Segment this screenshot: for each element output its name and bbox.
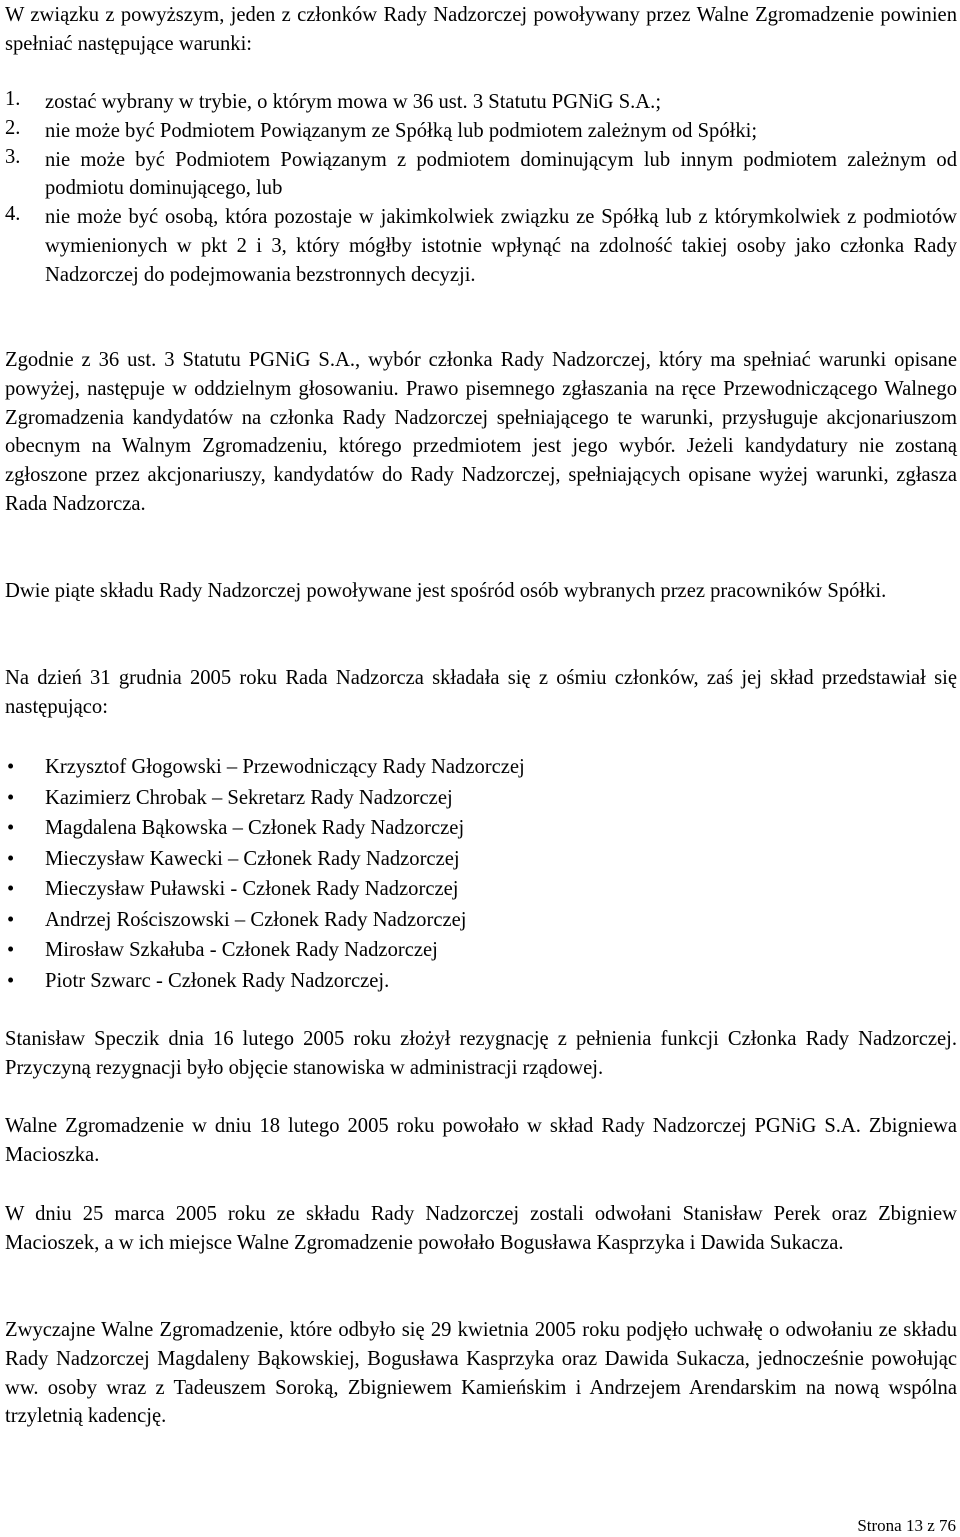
list-item-text: nie może być Podmiotem Powiązanym z podmiotem dominującym lub innym podmiotem zależnym od podmiotu dominującego, lub [45,148,957,200]
april-paragraph-block [5,1316,957,1431]
list-item [5,146,957,204]
member-name: Mieczysław Puławski - Członek Rady Nadzorczej [45,878,459,900]
member-name: Andrzej Rościszowski – Członek Rady Nadzorczej [45,908,467,931]
member-name: Kazimierz Chrobak – Sekretarz Rady Nadzorczej [45,786,453,809]
intro-paragraph: W związku z powyższym, jeden z członków Rady Nadzorczej powoływany przez Walne Zgromadzenie powinien spełniać następujące warunki: [5,4,957,55]
member-name: Mieczysław Kawecki – Członek Rady Nadzorczej [45,847,460,870]
list-item [5,966,957,997]
list-item-number: 2. [5,116,21,139]
member-name: Magdalena Bąkowska – Członek Rady Nadzorczej [45,817,465,839]
member-name: Piotr Szwarc - Członek Rady Nadzorczej. [45,969,390,992]
list-item [5,117,957,146]
page-number: Strona 13 z 76 [857,1516,956,1535]
list-item-text: zostać wybrany w trybie, o którym mowa w 36 ust. 3 Statutu PGNiG S.A.; [45,91,662,113]
resignation-paragraph-block [5,1025,957,1083]
appointment-paragraph-block [5,1112,957,1170]
bullet-icon: • [7,817,15,839]
list-item [5,88,957,117]
list-item [5,905,957,936]
april-paragraph: Zwyczajne Walne Zgromadzenie, które odbyło się 29 kwietnia 2005 roku podjęło uchwałę o odwołaniu ze składu Rady Nadzorczej Magdaleny Bąkowskiej, Bogusława Kasprzyka oraz Dawida Sukacza, jednocześnie powołując ww. osoby wraz z Tadeuszem Soroką, Zbigniewem Kamieńskim i Andrzejem Arendarskim na nową wspólna trzyletnią kadencję. [5,1319,957,1428]
bullet-icon: • [7,939,15,961]
election-paragraph-block [5,346,957,519]
member-name: Krzysztof Głogowski – Przewodniczący Rady Nadzorczej [45,756,525,778]
list-item-text: nie może być osobą, która pozostaje w jakimkolwiek związku ze Spółką lub z którymkolwiek z podmiotów wymienionych w pkt 2 i 3, który mógłby istotnie wpłynąć na zdolność takiej osoby jako członka Rady Nadzorczej do podejmowania bezstronnych decyzji. [45,206,957,286]
march-paragraph-block [5,1200,957,1258]
employees-paragraph-block [5,577,957,606]
member-name: Mirosław Szkałuba - Członek Rady Nadzorczej [45,939,438,961]
members-list [5,752,957,996]
list-item-number: 4. [5,203,21,226]
bullet-icon: • [7,756,15,778]
list-item [5,783,957,814]
bullet-icon: • [7,969,15,992]
bullet-icon: • [7,908,15,931]
employees-paragraph: Dwie piąte składu Rady Nadzorczej powoływane jest spośród osób wybranych przez pracowników Spółki. [5,580,887,602]
resignation-paragraph: Stanisław Speczik dnia 16 lutego 2005 roku złożył rezygnację z pełnienia funkcji Członka Rady Nadzorczej. Przyczyną rezygnacji było objęcie stanowiska w administracji rządowej. [5,1028,957,1079]
list-item [5,874,957,905]
appointment-paragraph: Walne Zgromadzenie w dniu 18 lutego 2005 roku powołało w skład Rady Nadzorczej PGNiG S.A. Zbigniewa Macioszka. [5,1115,957,1166]
election-paragraph: Zgodnie z 36 ust. 3 Statutu PGNiG S.A., wybór członka Rady Nadzorczej, który ma spełniać warunki opisane powyżej, następuje w oddzielnym głosowaniu. Prawo pisemnego zgłaszania na ręce Przewodniczącego Walnego Zgromadzenia kandydatów na członka Rady Nadzorczej spełniającego te warunki, przysługuje akcjonariuszom obecnym na Walnym Zgromadzeniu, którego przedmiotem jest jego wybór. Jeżeli kandydatury nie zostaną zgłoszone przez akcjonariuszy, kandydatów do Rady Nadzorczej, spełniających opisane wyżej warunki, zgłasza Rada Nadzorcza. [5,349,957,515]
list-item [5,813,957,844]
list-item-text: nie może być Podmiotem Powiązanym ze Spółką lub podmiotem zależnym od Spółki; [45,119,758,142]
bullet-icon: • [7,878,15,900]
bullet-icon: • [7,786,15,809]
list-item [5,752,957,783]
composition-paragraph: Na dzień 31 grudnia 2005 roku Rada Nadzorcza składała się z ośmiu członków, zaś jej skład przedstawiał się następująco: [5,667,957,718]
list-item [5,844,957,875]
intro-paragraph-block [5,1,957,59]
composition-paragraph-block [5,664,957,722]
list-item [5,203,957,289]
list-item-number: 1. [5,88,21,110]
march-paragraph: W dniu 25 marca 2005 roku ze składu Rady Nadzorczej zostali odwołani Stanisław Perek oraz Zbigniew Macioszek, a w ich miejsce Walne Zgromadzenie powołało Bogusława Kasprzyka i Dawida Sukacza. [5,1203,957,1254]
bullet-icon: • [7,847,15,870]
list-item-number: 3. [5,145,21,168]
conditions-list [5,88,957,290]
list-item [5,935,957,966]
